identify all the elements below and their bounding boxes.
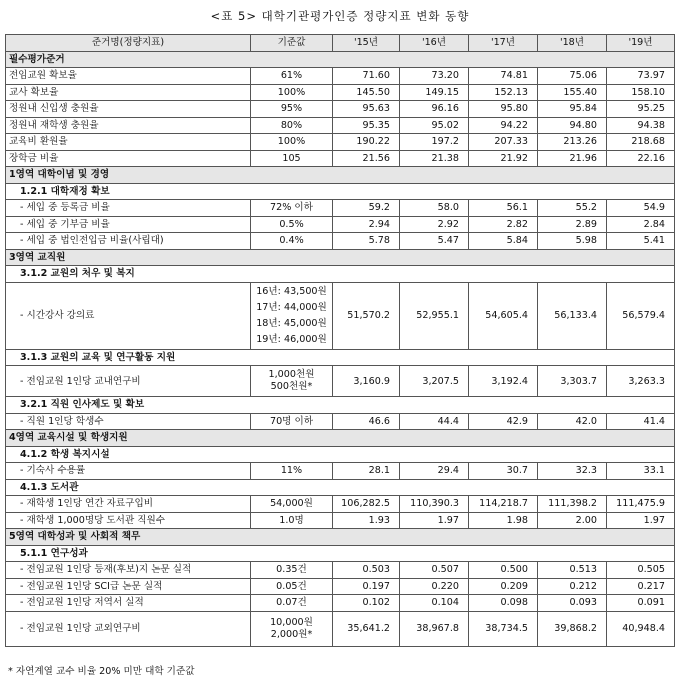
year-value: 0.093 xyxy=(538,595,607,612)
standard-value-line: 18년: 45,000원 xyxy=(256,317,327,329)
year-value: 0.503 xyxy=(333,562,400,579)
indicator-name: - 직원 1인당 학생수 xyxy=(6,413,251,430)
year-value: 56,579.4 xyxy=(607,282,675,349)
year-value: 38,967.8 xyxy=(400,611,469,646)
standard-value xyxy=(251,611,333,646)
year-value: 54.9 xyxy=(607,200,675,217)
year-value: 51,570.2 xyxy=(333,282,400,349)
standard-value xyxy=(251,282,333,349)
year-value: 0.209 xyxy=(469,578,538,595)
year-value: 2.82 xyxy=(469,216,538,233)
year-value: 2.00 xyxy=(538,512,607,529)
indicator-name: - 기숙사 수용률 xyxy=(6,463,251,480)
year-value: 21.38 xyxy=(400,150,469,167)
year-value: 94.22 xyxy=(469,117,538,134)
indicator-name: - 세입 중 등록금 비율 xyxy=(6,200,251,217)
year-value: 114,218.7 xyxy=(469,496,538,513)
subsection-row xyxy=(6,266,675,283)
standard-value: 0.05건 xyxy=(251,578,333,595)
year-value: 0.505 xyxy=(607,562,675,579)
year-value: 52,955.1 xyxy=(400,282,469,349)
table-row xyxy=(6,150,675,167)
column-header: '19년 xyxy=(607,35,675,52)
column-header: '16년 xyxy=(400,35,469,52)
table-row xyxy=(6,595,675,612)
year-value: 94.38 xyxy=(607,117,675,134)
year-value: 2.89 xyxy=(538,216,607,233)
subsection-title: 3.1.3 교원의 교육 및 연구활동 지원 xyxy=(6,349,675,366)
table-row xyxy=(6,134,675,151)
standard-value-line: 1,000천원 xyxy=(268,369,315,380)
year-value: 0.091 xyxy=(607,595,675,612)
year-value: 42.0 xyxy=(538,413,607,430)
column-header: '15년 xyxy=(333,35,400,52)
year-value: 59.2 xyxy=(333,200,400,217)
subsection-row xyxy=(6,446,675,463)
year-value: 3,207.5 xyxy=(400,366,469,397)
indicator-name: 정원내 신입생 충원율 xyxy=(6,101,251,118)
standard-value-line: 17년: 44,000원 xyxy=(256,301,327,313)
year-value: 213.26 xyxy=(538,134,607,151)
table-row xyxy=(6,611,675,646)
standard-value: 11% xyxy=(251,463,333,480)
subsection-title: 3.1.2 교원의 처우 및 복지 xyxy=(6,266,675,283)
year-value: 56.1 xyxy=(469,200,538,217)
year-value: 56,133.4 xyxy=(538,282,607,349)
standard-value-line: 2,000원* xyxy=(270,628,313,640)
year-value: 21.56 xyxy=(333,150,400,167)
year-value: 110,390.3 xyxy=(400,496,469,513)
footnote: * 자연계열 교수 비율 20% 미만 대학 기준값 xyxy=(8,666,195,677)
table-row xyxy=(6,512,675,529)
table-row xyxy=(6,101,675,118)
year-value: 158.10 xyxy=(607,84,675,101)
year-value: 0.500 xyxy=(469,562,538,579)
year-value: 106,282.5 xyxy=(333,496,400,513)
indicator-name: - 전임교원 1인당 저역서 실적 xyxy=(6,595,251,612)
subsection-row xyxy=(6,545,675,562)
year-value: 40,948.4 xyxy=(607,611,675,646)
year-value: 5.98 xyxy=(538,233,607,250)
year-value: 94.80 xyxy=(538,117,607,134)
year-value: 111,475.9 xyxy=(607,496,675,513)
table-row xyxy=(6,68,675,85)
subsection-title: 1.2.1 대학재정 확보 xyxy=(6,183,675,200)
year-value: 46.6 xyxy=(333,413,400,430)
year-value: 3,160.9 xyxy=(333,366,400,397)
year-value: 190.22 xyxy=(333,134,400,151)
year-value: 155.40 xyxy=(538,84,607,101)
section-title: 필수평가준거 xyxy=(6,51,675,68)
standard-value: 54,000원 xyxy=(251,496,333,513)
indicator-name: 정원내 재학생 충원율 xyxy=(6,117,251,134)
standard-value: 0.5% xyxy=(251,216,333,233)
column-header: 준거명(정량지표) xyxy=(6,35,251,52)
indicator-name: 교사 확보율 xyxy=(6,84,251,101)
standard-value: 0.4% xyxy=(251,233,333,250)
header-row xyxy=(6,35,675,52)
table-row xyxy=(6,84,675,101)
indicator-name: - 전임교원 1인당 교내연구비 xyxy=(6,366,251,397)
year-value: 35,641.2 xyxy=(333,611,400,646)
standard-value: 80% xyxy=(251,117,333,134)
indicator-name: - 재학생 1,000명당 도서관 직원수 xyxy=(6,512,251,529)
section-title: 5영역 대학성과 및 사회적 책무 xyxy=(6,529,675,546)
year-value: 41.4 xyxy=(607,413,675,430)
column-header: 기준값 xyxy=(251,35,333,52)
year-value: 75.06 xyxy=(538,68,607,85)
table-caption: <표 5> 대학기관평가인증 정량지표 변화 동향 xyxy=(210,9,470,23)
year-value: 73.97 xyxy=(607,68,675,85)
year-value: 0.098 xyxy=(469,595,538,612)
subsection-title: 4.1.2 학생 복지시설 xyxy=(6,446,675,463)
year-value: 21.92 xyxy=(469,150,538,167)
section-row xyxy=(6,167,675,184)
year-value: 0.220 xyxy=(400,578,469,595)
subsection-row xyxy=(6,479,675,496)
standard-value: 100% xyxy=(251,84,333,101)
year-value: 71.60 xyxy=(333,68,400,85)
year-value: 207.33 xyxy=(469,134,538,151)
section-row xyxy=(6,249,675,266)
section-row xyxy=(6,51,675,68)
section-title: 1영역 대학이념 및 경영 xyxy=(6,167,675,184)
year-value: 58.0 xyxy=(400,200,469,217)
year-value: 0.507 xyxy=(400,562,469,579)
year-value: 73.20 xyxy=(400,68,469,85)
subsection-row xyxy=(6,349,675,366)
indicator-name: - 전임교원 1인당 SCI급 논문 실적 xyxy=(6,578,251,595)
year-value: 39,868.2 xyxy=(538,611,607,646)
year-value: 95.25 xyxy=(607,101,675,118)
year-value: 95.63 xyxy=(333,101,400,118)
year-value: 2.84 xyxy=(607,216,675,233)
indicator-name: - 세입 중 법인전입금 비율(사립대) xyxy=(6,233,251,250)
section-row xyxy=(6,430,675,447)
year-value: 5.41 xyxy=(607,233,675,250)
indicator-table xyxy=(5,34,675,647)
table-row xyxy=(6,366,675,397)
year-value: 0.104 xyxy=(400,595,469,612)
standard-value: 72% 이하 xyxy=(251,200,333,217)
table-row xyxy=(6,117,675,134)
indicator-name: - 재학생 1인당 연간 자료구입비 xyxy=(6,496,251,513)
year-value: 3,263.3 xyxy=(607,366,675,397)
section-title: 3영역 교직원 xyxy=(6,249,675,266)
year-value: 218.68 xyxy=(607,134,675,151)
year-value: 29.4 xyxy=(400,463,469,480)
table-row xyxy=(6,233,675,250)
indicator-name: - 세입 중 기부금 비율 xyxy=(6,216,251,233)
year-value: 95.35 xyxy=(333,117,400,134)
subsection-row xyxy=(6,397,675,414)
table-row xyxy=(6,562,675,579)
subsection-row xyxy=(6,183,675,200)
section-title: 4영역 교육시설 및 학생지원 xyxy=(6,430,675,447)
year-value: 5.84 xyxy=(469,233,538,250)
standard-value: 1.0명 xyxy=(251,512,333,529)
table-row xyxy=(6,463,675,480)
indicator-name: - 전임교원 1인당 등재(후보)지 논문 실적 xyxy=(6,562,251,579)
standard-value: 0.35건 xyxy=(251,562,333,579)
standard-value-line: 500천원* xyxy=(270,381,313,392)
indicator-name: 교육비 환원율 xyxy=(6,134,251,151)
standard-value xyxy=(251,366,333,397)
column-header: '17년 xyxy=(469,35,538,52)
year-value: 1.97 xyxy=(607,512,675,529)
table-row xyxy=(6,200,675,217)
standard-value-line: 19년: 46,000원 xyxy=(256,333,327,345)
year-value: 22.16 xyxy=(607,150,675,167)
standard-value: 70명 이하 xyxy=(251,413,333,430)
year-value: 55.2 xyxy=(538,200,607,217)
year-value: 0.197 xyxy=(333,578,400,595)
column-header: '18년 xyxy=(538,35,607,52)
year-value: 0.102 xyxy=(333,595,400,612)
subsection-title: 4.1.3 도서관 xyxy=(6,479,675,496)
year-value: 197.2 xyxy=(400,134,469,151)
table-row xyxy=(6,216,675,233)
year-value: 2.94 xyxy=(333,216,400,233)
year-value: 3,303.7 xyxy=(538,366,607,397)
year-value: 38,734.5 xyxy=(469,611,538,646)
table-row xyxy=(6,282,675,349)
year-value: 3,192.4 xyxy=(469,366,538,397)
year-value: 54,605.4 xyxy=(469,282,538,349)
standard-value: 0.07건 xyxy=(251,595,333,612)
year-value: 2.92 xyxy=(400,216,469,233)
standard-value-line: 10,000원 xyxy=(270,616,313,628)
indicator-name: 전임교원 확보율 xyxy=(6,68,251,85)
indicator-name: - 시간강사 강의료 xyxy=(6,282,251,349)
year-value: 74.81 xyxy=(469,68,538,85)
standard-value: 61% xyxy=(251,68,333,85)
year-value: 42.9 xyxy=(469,413,538,430)
year-value: 95.80 xyxy=(469,101,538,118)
year-value: 44.4 xyxy=(400,413,469,430)
year-value: 5.47 xyxy=(400,233,469,250)
table-row xyxy=(6,413,675,430)
indicator-name: 장학금 비율 xyxy=(6,150,251,167)
year-value: 1.98 xyxy=(469,512,538,529)
year-value: 28.1 xyxy=(333,463,400,480)
year-value: 95.02 xyxy=(400,117,469,134)
indicator-name: - 전임교원 1인당 교외연구비 xyxy=(6,611,251,646)
standard-value-line: 16년: 43,500원 xyxy=(256,285,327,297)
year-value: 0.217 xyxy=(607,578,675,595)
section-row xyxy=(6,529,675,546)
year-value: 0.212 xyxy=(538,578,607,595)
year-value: 145.50 xyxy=(333,84,400,101)
subsection-title: 3.2.1 직원 인사제도 및 확보 xyxy=(6,397,675,414)
year-value: 152.13 xyxy=(469,84,538,101)
year-value: 0.513 xyxy=(538,562,607,579)
standard-value: 105 xyxy=(251,150,333,167)
subsection-title: 5.1.1 연구성과 xyxy=(6,545,675,562)
table-row xyxy=(6,578,675,595)
year-value: 96.16 xyxy=(400,101,469,118)
year-value: 149.15 xyxy=(400,84,469,101)
year-value: 21.96 xyxy=(538,150,607,167)
year-value: 30.7 xyxy=(469,463,538,480)
standard-value: 100% xyxy=(251,134,333,151)
year-value: 1.93 xyxy=(333,512,400,529)
standard-value: 95% xyxy=(251,101,333,118)
table-row xyxy=(6,496,675,513)
year-value: 111,398.2 xyxy=(538,496,607,513)
year-value: 1.97 xyxy=(400,512,469,529)
year-value: 95.84 xyxy=(538,101,607,118)
year-value: 33.1 xyxy=(607,463,675,480)
year-value: 5.78 xyxy=(333,233,400,250)
year-value: 32.3 xyxy=(538,463,607,480)
